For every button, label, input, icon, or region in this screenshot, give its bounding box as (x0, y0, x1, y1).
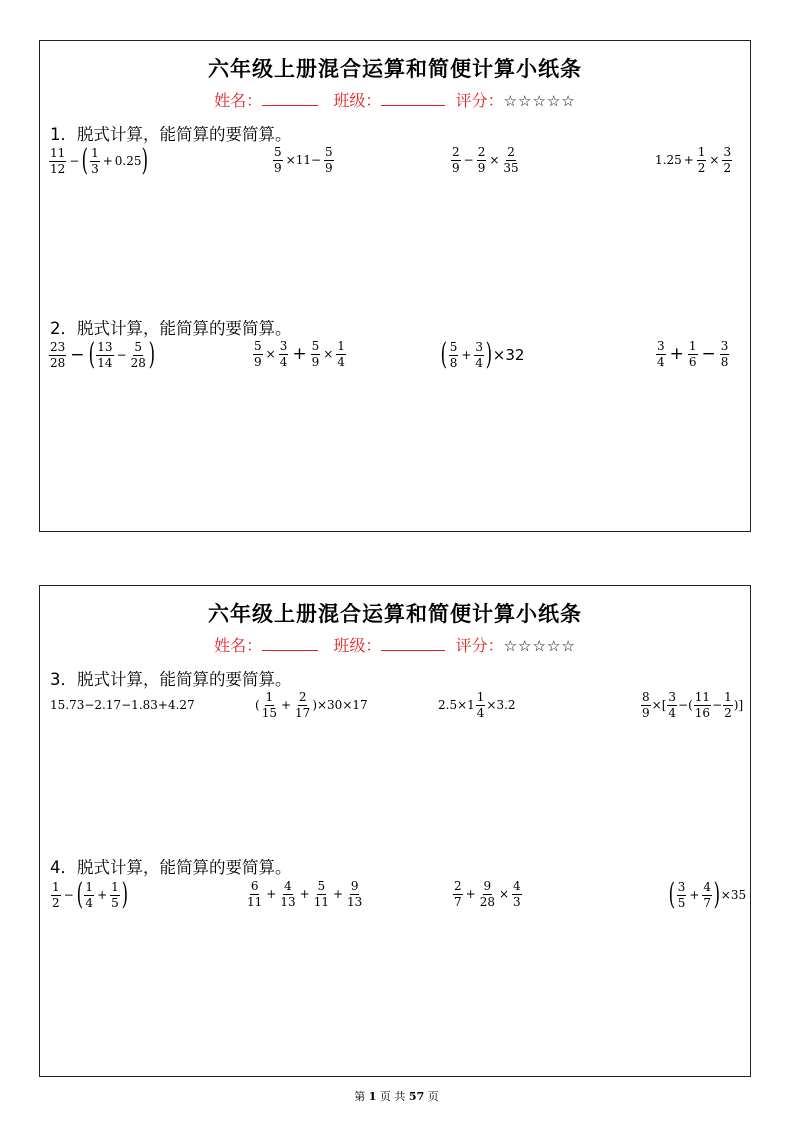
student-info-row (40, 88, 750, 111)
problem-4b: $\frac{6}{11}$ + $\frac{4}{13}$ + $\frac{5}{11}$ + $\frac{9}{13}$ (247, 879, 363, 909)
problem-3b: ( $\frac{1}{15}$ + $\frac{2}{17}$ )×30×17 (255, 690, 368, 720)
name-label: 姓名： (214, 636, 263, 655)
worksheet-title: 六年级上册混合运算和简便计算小纸条 (208, 602, 582, 626)
problem-3d: $\frac{8}{9}$ ×[ $\frac{3}{4}$ −( $\frac{11}{16}$ − $\frac{1}{2}$ )] (642, 690, 744, 720)
name-blank[interactable] (262, 636, 318, 651)
page-total: 57 (408, 1090, 425, 1103)
score-label: 评分： (455, 636, 504, 655)
problem-2c: ( $\frac{5}{8}$ + $\frac{3}{4}$ ) ×32 (440, 337, 525, 372)
page-footer: 第 1 页 共 57 页 (354, 1090, 439, 1103)
class-blank[interactable] (381, 91, 445, 106)
worksheet-card-2 (39, 585, 751, 1077)
problem-1b: $\frac{5}{9}$ ×11− $\frac{5}{9}$ (274, 145, 333, 175)
class-label: 班级： (333, 91, 382, 110)
student-info-row (40, 633, 750, 656)
page-number: 1 (368, 1090, 377, 1103)
problem-2d: $\frac{3}{4}$ + $\frac{1}{6}$ − $\frac{3}{8}$ (657, 339, 729, 369)
score-label: 评分： (455, 91, 504, 110)
score-stars[interactable]: ☆☆☆☆☆ (503, 637, 576, 655)
name-label: 姓名： (214, 91, 263, 110)
problem-1a: $\frac{11}{12}$ − ( $\frac{1}{3}$ + 0.25 ) (50, 143, 149, 178)
problem-3c: 2.5×1 $\frac{1}{4}$ ×3.2 (438, 690, 516, 720)
problem-3a: 15.73−2.17−1.83+4.27 (50, 698, 195, 712)
name-blank[interactable] (262, 91, 318, 106)
problem-4a: $\frac{1}{2}$ − ( $\frac{1}{4}$ + $\frac{1}{5}$ ) (52, 877, 128, 912)
problem-4c: $\frac{2}{7}$ + $\frac{9}{28}$ × $\frac{4}{3}$ (454, 879, 521, 909)
class-label: 班级： (333, 636, 382, 655)
class-blank[interactable] (381, 636, 445, 651)
section-heading: 1．脱式计算，能简算的要简算。 (50, 125, 292, 144)
score-stars[interactable]: ☆☆☆☆☆ (503, 92, 576, 110)
problem-1c: $\frac{2}{9}$ − $\frac{2}{9}$ × $\frac{2}{35}$ (452, 145, 519, 175)
section-heading: 4．脱式计算，能简算的要简算。 (50, 858, 292, 877)
section-heading: 2．脱式计算，能简算的要简算。 (50, 319, 292, 338)
problem-4d: ( $\frac{3}{5}$ + $\frac{4}{7}$ ) ×35 (668, 877, 747, 912)
problem-2a: $\frac{23}{28}$ − ( $\frac{13}{14}$ − $\frac{5}{28}$ ) (50, 337, 155, 372)
section-heading: 3．脱式计算，能简算的要简算。 (50, 670, 292, 689)
worksheet-title: 六年级上册混合运算和简便计算小纸条 (208, 57, 582, 81)
problem-2b: $\frac{5}{9}$ × $\frac{3}{4}$ + $\frac{5}{9}$ × $\frac{1}{4}$ (254, 339, 345, 369)
problem-1d: 1.25 + $\frac{1}{2}$ × $\frac{3}{2}$ (655, 145, 732, 175)
worksheet-card-1 (39, 40, 751, 532)
